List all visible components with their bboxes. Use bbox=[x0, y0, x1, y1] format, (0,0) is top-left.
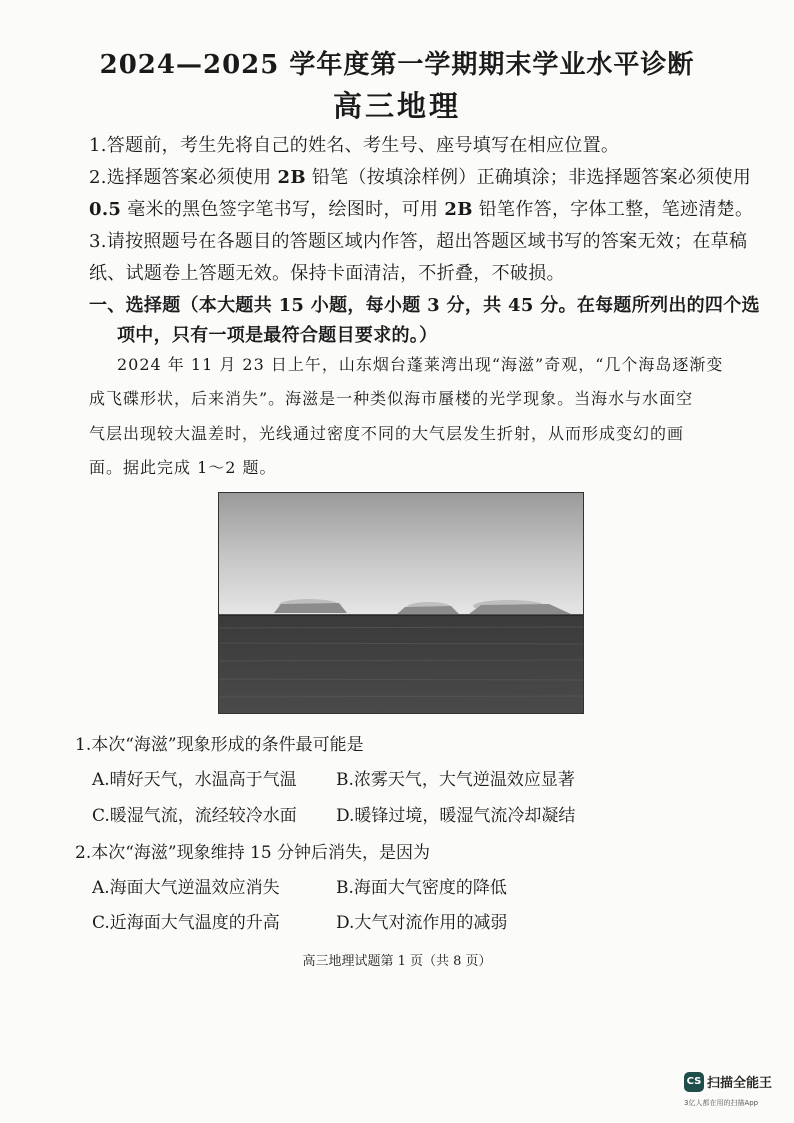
question-1-stem: 1.本次“海滋”现象形成的条件最可能是 bbox=[75, 735, 364, 755]
subject-title: 高三地理 bbox=[332, 89, 461, 123]
sea-mirage-photo bbox=[218, 492, 584, 714]
instruction-1: 1.答题前，考生先将自己的姓名、考生号、座号填写在相应位置。 bbox=[89, 135, 620, 156]
scanner-name: 扫描全能王 bbox=[707, 1076, 773, 1091]
page-footer: 高三地理试题第 1 页（共 8 页） bbox=[302, 954, 492, 969]
passage-line-2: 成飞碟形状，后来消失”。海滋是一种类似海市蜃楼的光学现象。当海水与水面空 bbox=[89, 389, 694, 408]
question-1-option-c: C.暖湿气流，流经较冷水面 bbox=[92, 806, 297, 826]
question-2-option-c: C.近海面大气温度的升高 bbox=[92, 913, 280, 933]
scanner-watermark bbox=[684, 1071, 772, 1092]
question-2-stem: 2.本次“海滋”现象维持 15 分钟后消失，是因为 bbox=[75, 843, 431, 863]
question-2-option-a: A.海面大气逆温效应消失 bbox=[92, 878, 280, 898]
instruction-3-line-1: 3.请按照题号在各题目的答题区域内作答，超出答题区域书写的答案无效；在草稿 bbox=[89, 231, 748, 252]
passage-line-3: 气层出现较大温差时，光线通过密度不同的大气层发生折射，从而形成变幻的画 bbox=[89, 424, 685, 443]
question-1-option-b: B.浓雾天气，大气逆温效应显著 bbox=[336, 770, 575, 790]
instruction-2-line-2: 0.5 毫米的黑色签字笔书写，绘图时，可用 2B 铅笔作答，字体工整，笔迹清楚。 bbox=[89, 199, 754, 220]
scanner-logo-icon: CS bbox=[684, 1072, 704, 1092]
question-2-option-d: D.大气对流作用的减弱 bbox=[336, 913, 508, 933]
question-2-option-b: B.海面大气密度的降低 bbox=[336, 878, 507, 898]
passage-line-4: 面。据此完成 1～2 题。 bbox=[89, 458, 277, 477]
sea-mirage-illustration bbox=[219, 493, 583, 713]
scanner-tagline: 3亿人都在用的扫描App bbox=[684, 1099, 759, 1107]
exam-title: 2024—2025 学年度第一学期期末学业水平诊断 bbox=[99, 50, 695, 80]
passage-line-1: 2024 年 11 月 23 日上午，山东烟台蓬莱湾出现“海滋”奇观，“几个海岛逐渐变 bbox=[117, 355, 724, 374]
instruction-3-line-2: 纸、试题卷上答题无效。保持卡面清洁，不折叠，不破损。 bbox=[89, 263, 565, 284]
instruction-2-line-1: 2.选择题答案必须使用 2B 铅笔（按填涂样例）正确填涂；非选择题答案必须使用 bbox=[89, 167, 752, 188]
section-heading-line-1: 一、选择题（本大题共 15 小题，每小题 3 分，共 45 分。在每题所列出的四个选 bbox=[89, 295, 760, 316]
section-heading-line-2: 项中，只有一项是最符合题目要求的。） bbox=[117, 325, 438, 346]
question-1-option-d: D.暖锋过境，暖湿气流冷却凝结 bbox=[336, 806, 576, 826]
question-1-option-a: A.晴好天气，水温高于气温 bbox=[92, 770, 297, 790]
